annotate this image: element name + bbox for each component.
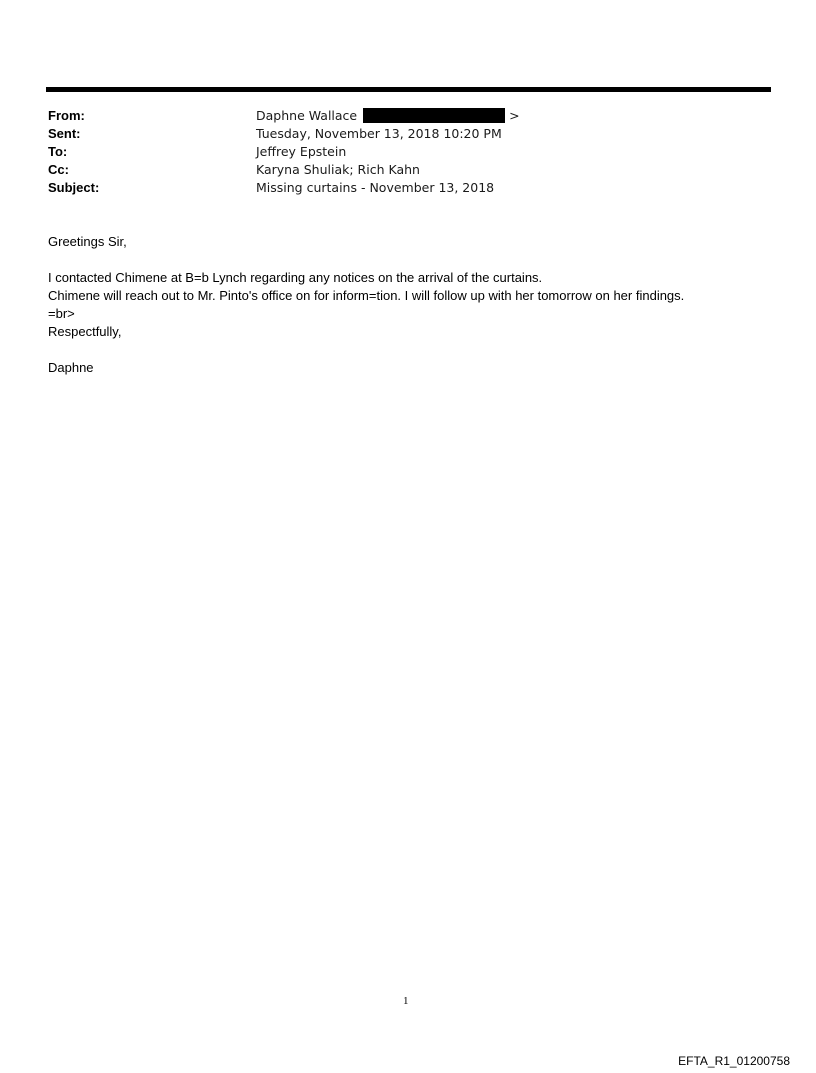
sender-name: Daphne Wallace [256,108,358,123]
to-label: To: [48,144,68,159]
redacted-email-box [363,108,505,123]
header-divider [46,87,771,92]
subject-label: Subject: [48,180,100,195]
cc-label: Cc: [48,162,69,177]
signature: Daphne [48,360,94,375]
closing: Respectfully, [48,324,122,339]
subject-value: Missing curtains - November 13, 2018 [256,180,495,195]
from-value [256,107,520,125]
from-label: From: [48,108,85,123]
to-value: Jeffrey Epstein [256,144,347,159]
greeting: Greetings Sir, [48,234,127,249]
body-line-2: Chimene will reach out to Mr. Pinto's office on for inform=tion. I will follow up with her tomorrow on her findings. [48,288,685,303]
bates-number: EFTA_R1_01200758 [678,1054,790,1068]
sent-value: Tuesday, November 13, 2018 10:20 PM [256,126,502,141]
body-line-3: =br> [48,306,75,321]
email-close-bracket: > [509,108,520,123]
body-line-1: I contacted Chimene at B=b Lynch regarding any notices on the arrival of the curtains. [48,270,543,285]
page-number: 1 [403,995,409,1007]
sent-label: Sent: [48,126,81,141]
cc-value: Karyna Shuliak; Rich Kahn [256,162,420,177]
